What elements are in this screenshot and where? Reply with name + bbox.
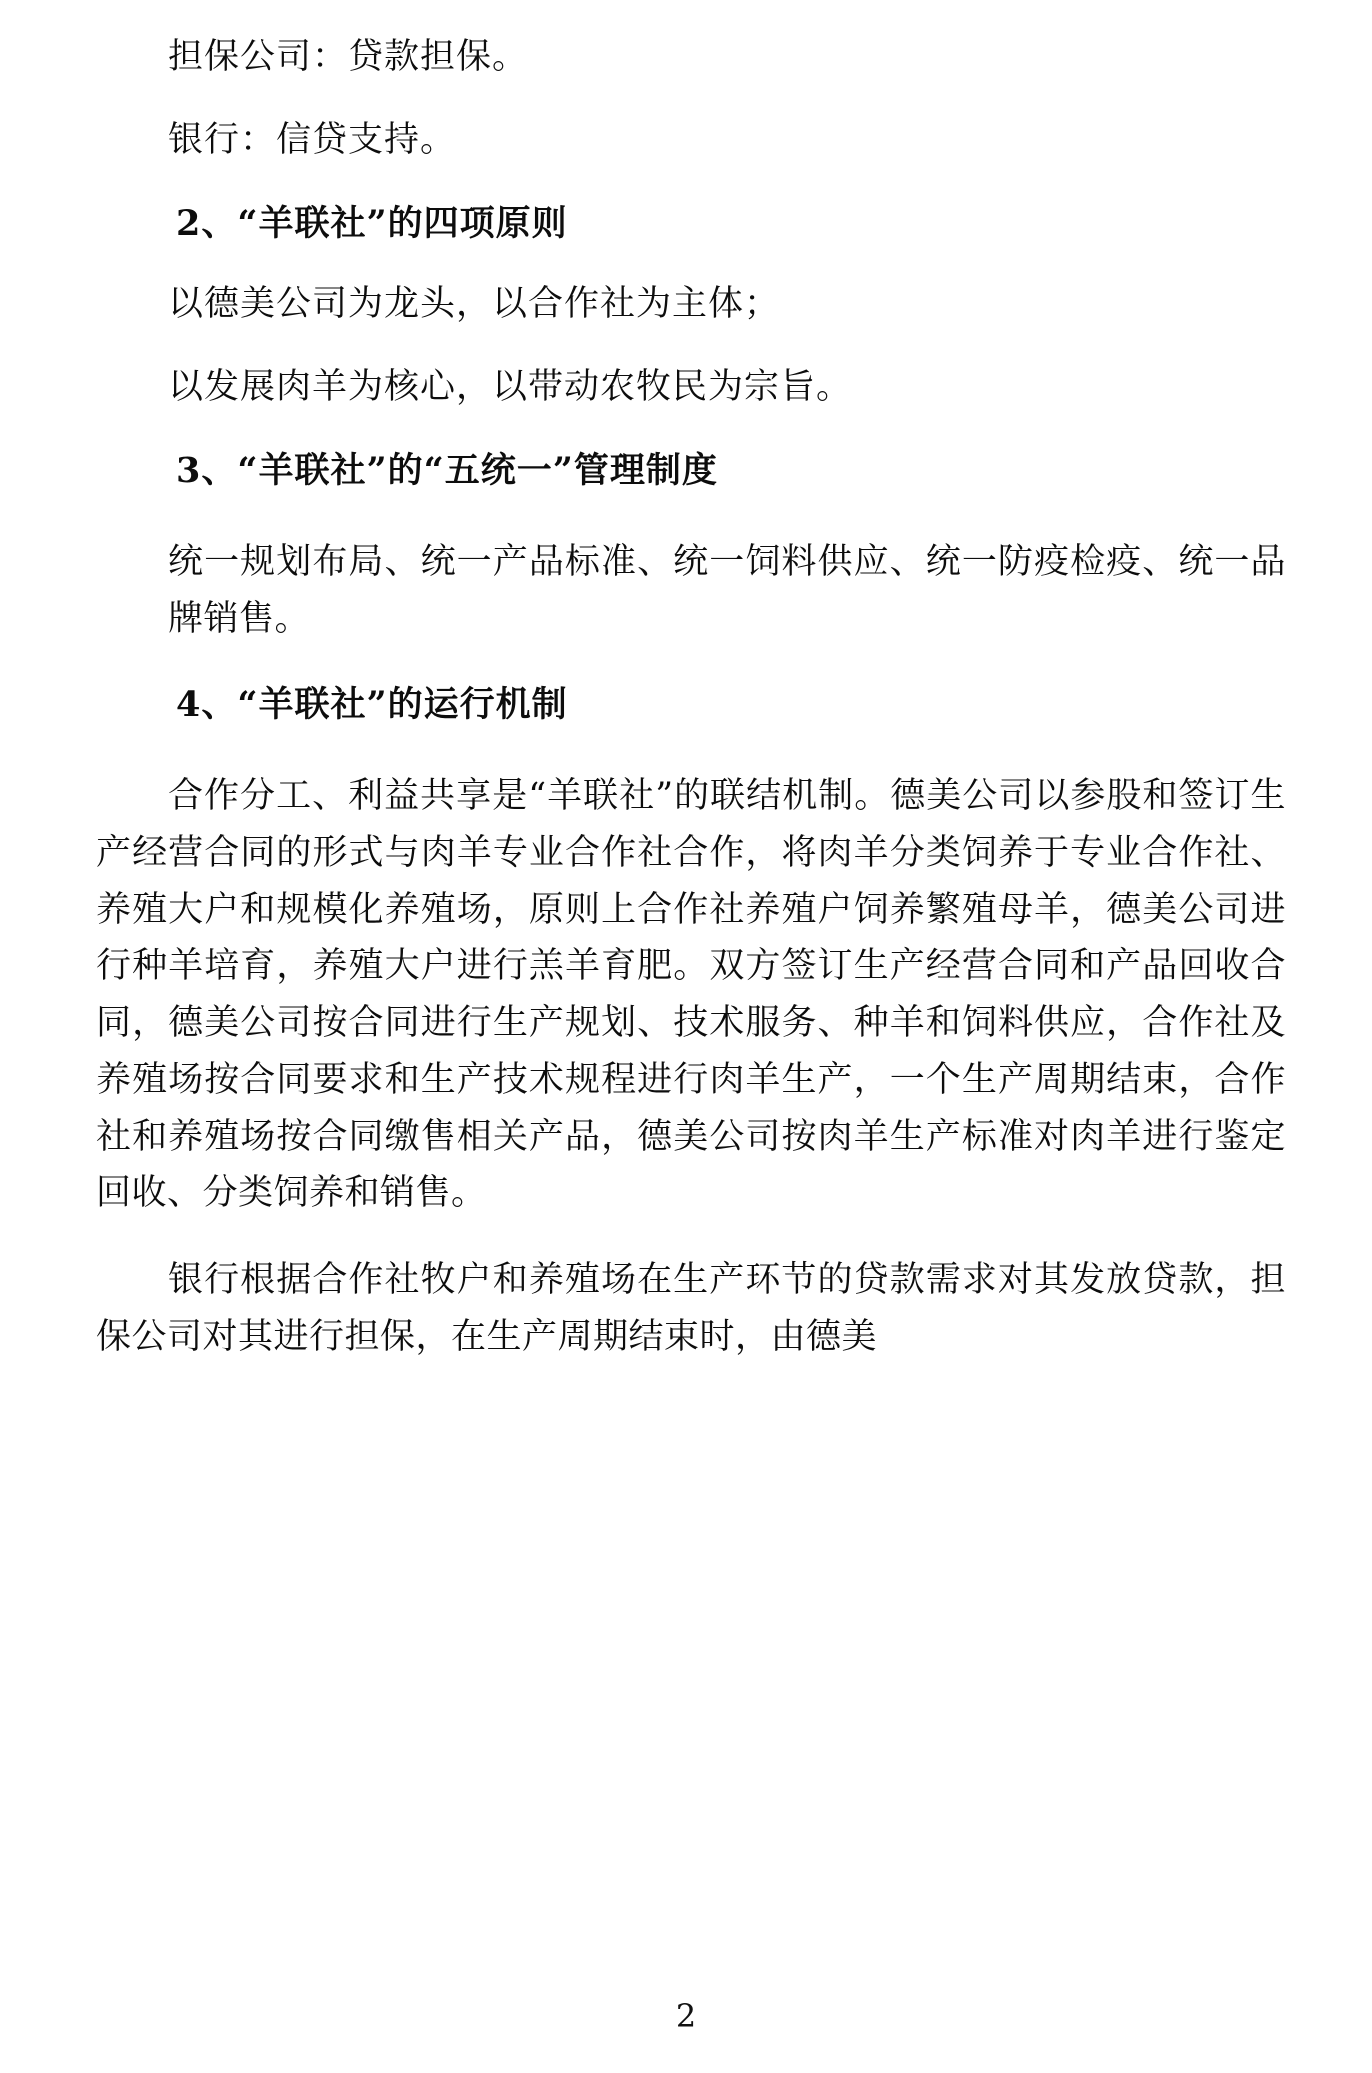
document-body bbox=[96, 37, 1286, 1365]
paragraph-five-unifications-detail: 统一规划布局、统一产品标准、统一饲料供应、统一防疫检疫、统一品牌销售。 bbox=[168, 542, 1286, 639]
paragraph-guarantee-company: 担保公司：贷款担保。 bbox=[168, 37, 529, 77]
heading-four-principles: 2、“羊联社”的四项原则 bbox=[176, 203, 568, 244]
heading-five-unifications: 3、“羊联社”的“五统一”管理制度 bbox=[176, 450, 718, 491]
paragraph-operating-mechanism-body: 合作分工、利益共享是“羊联社”的联结机制。德美公司以参股和签订生产经营合同的形式与肉羊专业合作社合作，将肉羊分类饲养于专业合作社、养殖大户和规模化养殖场，原则上合作社养殖户饲养繁殖母羊，德美公司进行种羊培育，养殖大户进行羔羊育肥。双方签订生产经营合同和产品回收合同，德美公司按合同进行生产规划、技术服务、种羊和饲料供应，合作社及养殖场按合同要求和生产技术规程进行肉羊生产，一个生产周期结束，合作社和养殖场按合同缴售相关产品，德美公司按肉羊生产标准对肉羊进行鉴定回收、分类饲养和销售。 bbox=[96, 776, 1286, 1214]
heading-operating-mechanism: 4、“羊联社”的运行机制 bbox=[176, 684, 568, 726]
page-number: 2 bbox=[675, 1997, 697, 2035]
paragraph-bank: 银行：信贷支持。 bbox=[168, 120, 457, 160]
paragraph-principle-two: 以发展肉羊为核心，以带动农牧民为宗旨。 bbox=[168, 367, 853, 407]
paragraph-bank-loans: 银行根据合作社牧户和养殖场在生产环节的贷款需求对其发放贷款，担保公司对其进行担保，在生产周期结束时，由德美 bbox=[96, 1259, 1286, 1357]
paragraph-principle-one: 以德美公司为龙头，以合作社为主体； bbox=[168, 284, 781, 324]
